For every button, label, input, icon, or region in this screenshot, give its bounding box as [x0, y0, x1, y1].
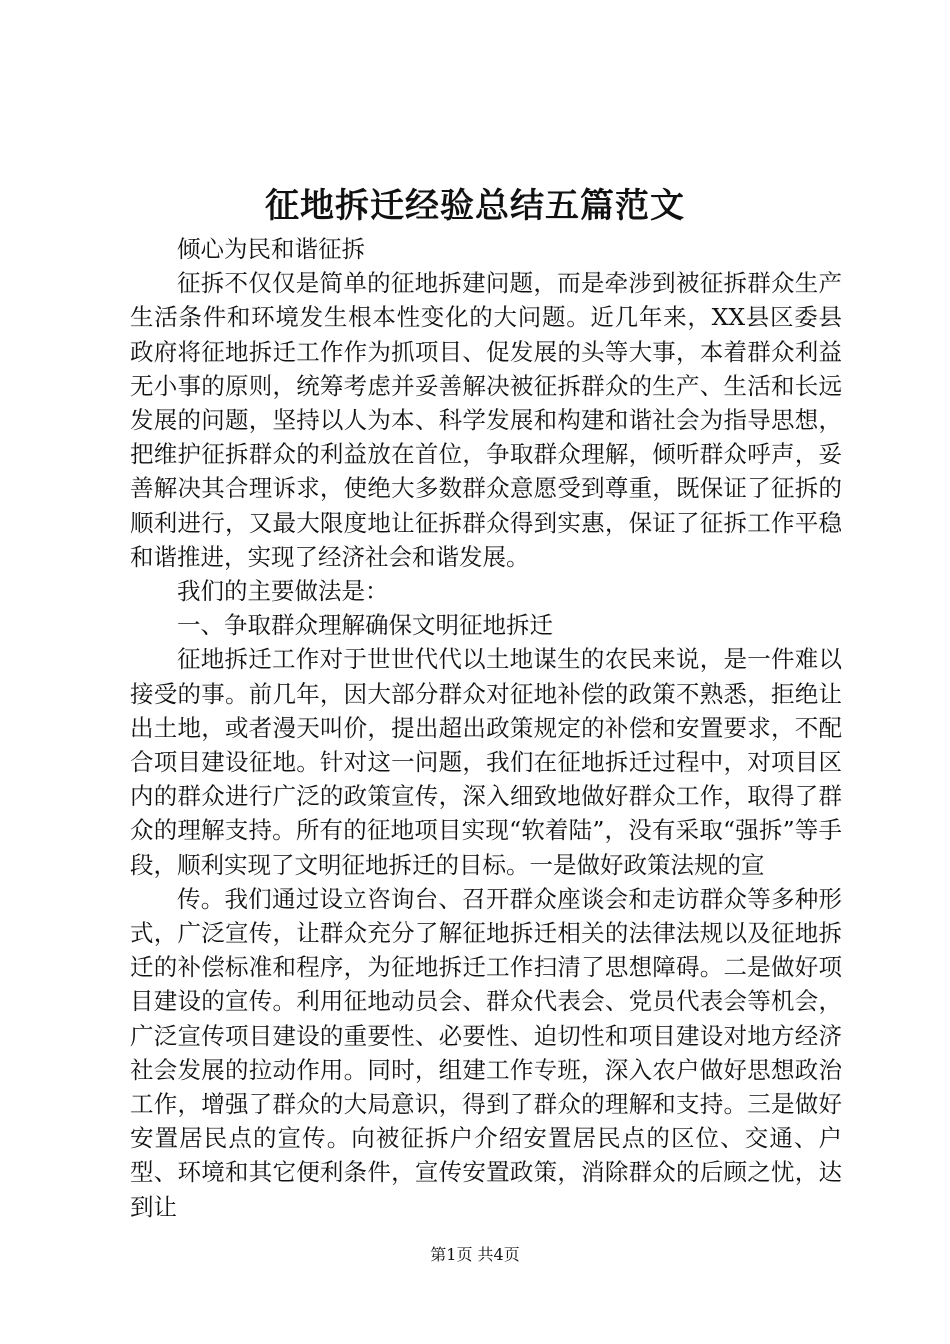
- page-footer: 第1页 共4页: [430, 1245, 520, 1264]
- document-body: [130, 232, 842, 1224]
- section-heading: 倾心为民和谐征拆: [177, 235, 365, 263]
- document-title: 征地拆迁经验总结五篇范文: [265, 186, 685, 226]
- section-heading: 一、争取群众理解确保文明征地拆迁: [177, 611, 553, 640]
- body-paragraph: 我们的主要做法是：: [177, 577, 389, 606]
- body-paragraph: 传。我们通过设立咨询台、召开群众座谈会和走访群众等多种形式，广泛宣传，让群众充分了解征地拆迁相关的法律法规以及征地拆迁的补偿标准和程序，为征地拆迁工作扫清了思想障碍。二是做好项目建设的宣传。利用征地动员会、群众代表会、党员代表会等机会，广泛宣传项目建设的重要性、必要性、迫切性和项目建设对地方经济社会发展的拉动作用。同时，组建工作专班，深入农户做好思想政治工作，增强了群众的大局意识，得到了群众的理解和支持。三是做好安置居民点的宣传。向被征拆户介绍安置居民点的区位、交通、户型、环境和其它便利条件，宣传安置政策，消除群众的后顾之忧，达到让: [130, 884, 842, 1221]
- body-paragraph: 征拆不仅仅是简单的征地拆建问题，而是牵涉到被征拆群众生产生活条件和环境发生根本性变化的大问题。近几年来，XX县区委县政府将征地拆迁工作作为抓项目、促发展的头等大事，本着群众利益无小事的原则，统筹考虑并妥善解决被征拆群众的生产、生活和长远发展的问题，坚持以人为本、科学发展和构建和谐社会为指导思想，把维护征拆群众的利益放在首位，争取群众理解，倾听群众呼声，妥善解决其合理诉求，使绝大多数群众意愿受到尊重，既保证了征拆的顺利进行，又最大限度地让征拆群众得到实惠，保证了征拆工作平稳和谐推进，实现了经济社会和谐发展。: [130, 269, 842, 571]
- body-paragraph: 征地拆迁工作对于世世代代以土地谋生的农民来说，是一件难以接受的事。前几年，因大部分群众对征地补偿的政策不熟悉，拒绝让出土地，或者漫天叫价，提出超出政策规定的补偿和安置要求，不配合项目建设征地。针对这一问题，我们在征地拆迁过程中，对项目区内的群众进行广泛的政策宣传，深入细致地做好群众工作，取得了群众的理解支持。所有的征地项目实现“软着陆”，没有采取“强拆”等手段，顺利实现了文明征地拆迁的目标。一是做好政策法规的宣: [130, 645, 842, 879]
